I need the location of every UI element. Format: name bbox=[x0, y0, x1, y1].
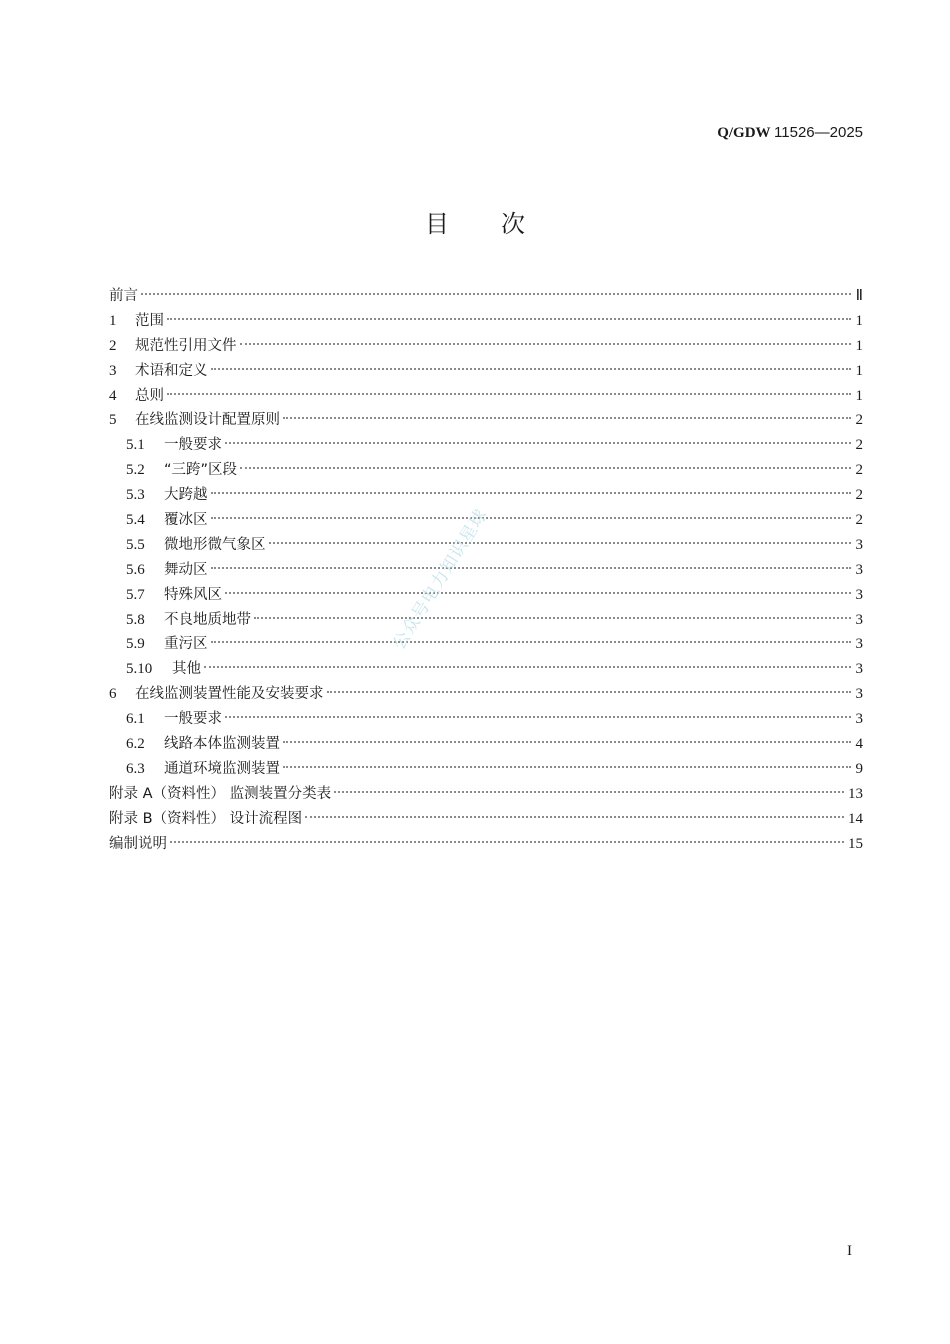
dot-leader bbox=[283, 741, 851, 743]
dot-leader bbox=[211, 641, 852, 643]
table-of-contents bbox=[109, 284, 863, 856]
toc-entry-page: 3 bbox=[855, 661, 863, 678]
toc-entry-label: 附录 A（资料性） 监测装置分类表 bbox=[109, 785, 332, 802]
toc-entry-appendix-a[interactable] bbox=[109, 782, 863, 807]
toc-entry-page: 1 bbox=[855, 337, 863, 354]
dot-leader bbox=[240, 343, 852, 345]
toc-entry-6-1[interactable] bbox=[109, 707, 863, 732]
toc-entry-page: 3 bbox=[855, 536, 863, 553]
dot-leader bbox=[204, 666, 851, 668]
toc-entry-number: 5.9 bbox=[126, 636, 145, 653]
toc-entry-label: 不良地质地带 bbox=[164, 611, 251, 628]
dot-leader bbox=[334, 791, 844, 793]
toc-entry-page: 2 bbox=[855, 412, 863, 429]
toc-entry-page: 2 bbox=[855, 487, 863, 504]
toc-entry-label: 前言 bbox=[109, 288, 138, 304]
toc-entry-compilation-notes[interactable] bbox=[109, 832, 863, 857]
toc-entry-5-3[interactable] bbox=[109, 483, 863, 508]
toc-entry-label: 一般要求 bbox=[164, 437, 222, 454]
toc-entry-label: 范围 bbox=[135, 312, 164, 329]
dot-leader bbox=[269, 542, 852, 544]
toc-entry-label: 特殊风区 bbox=[164, 586, 222, 603]
dot-leader bbox=[211, 567, 852, 569]
page-title-char-1: 目 bbox=[425, 210, 449, 238]
toc-entry-5-7[interactable] bbox=[109, 583, 863, 608]
toc-entry-label: 规范性引用文件 bbox=[135, 337, 237, 354]
toc-entry-number: 6.3 bbox=[126, 760, 145, 777]
dot-leader bbox=[141, 293, 851, 295]
dot-leader bbox=[167, 318, 851, 320]
toc-entry-number: 3 bbox=[109, 362, 117, 379]
toc-entry-5[interactable] bbox=[109, 408, 863, 433]
dot-leader bbox=[283, 417, 851, 419]
toc-entry-label: 一般要求 bbox=[164, 711, 222, 728]
toc-entry-label: 覆冰区 bbox=[164, 512, 208, 529]
dot-leader bbox=[225, 592, 851, 594]
toc-entry-appendix-b[interactable] bbox=[109, 807, 863, 832]
toc-entry-number: 5.2 bbox=[126, 462, 145, 479]
toc-entry-2[interactable] bbox=[109, 334, 863, 359]
page-title bbox=[0, 204, 950, 239]
toc-entry-label: 在线监测设计配置原则 bbox=[135, 412, 280, 429]
toc-entry-number: 5 bbox=[109, 412, 117, 429]
toc-entry-4[interactable] bbox=[109, 384, 863, 409]
toc-entry-6-3[interactable] bbox=[109, 757, 863, 782]
dot-leader bbox=[283, 766, 851, 768]
toc-entry-label: 大跨越 bbox=[164, 487, 208, 504]
document-code bbox=[717, 124, 863, 142]
toc-entry-label: 重污区 bbox=[164, 636, 208, 653]
toc-entry-page: 13 bbox=[848, 785, 863, 802]
dot-leader bbox=[211, 368, 852, 370]
toc-entry-5-6[interactable] bbox=[109, 558, 863, 583]
toc-entry-page: 3 bbox=[855, 561, 863, 578]
toc-entry-page: 4 bbox=[855, 736, 863, 753]
toc-entry-page: 3 bbox=[855, 636, 863, 653]
page-title-char-2: 次 bbox=[501, 210, 525, 238]
toc-entry-5-8[interactable] bbox=[109, 608, 863, 633]
toc-entry-number: 1 bbox=[109, 312, 117, 329]
toc-entry-number: 5.3 bbox=[126, 487, 145, 504]
dot-leader bbox=[211, 492, 852, 494]
toc-entry-number: 2 bbox=[109, 337, 117, 354]
dot-leader bbox=[167, 393, 851, 395]
toc-entry-number: 5.6 bbox=[126, 561, 145, 578]
dot-leader bbox=[327, 691, 852, 693]
toc-entry-page: 1 bbox=[855, 312, 863, 329]
toc-entry-number: 5.8 bbox=[126, 611, 145, 628]
toc-entry-label: 在线监测装置性能及安装要求 bbox=[135, 686, 324, 703]
toc-entry-5-2[interactable] bbox=[109, 458, 863, 483]
watermark-text: 公众号电力知识星球 bbox=[389, 505, 493, 654]
toc-entry-1[interactable] bbox=[109, 309, 863, 334]
toc-entry-5-9[interactable] bbox=[109, 632, 863, 657]
toc-entry-6-2[interactable] bbox=[109, 732, 863, 757]
toc-entry-page: 2 bbox=[855, 512, 863, 529]
toc-entry-page: 3 bbox=[855, 686, 863, 703]
toc-entry-label: “三跨”区段 bbox=[164, 462, 238, 479]
toc-entry-number: 5.1 bbox=[126, 437, 145, 454]
toc-entry-page: Ⅱ bbox=[855, 288, 863, 304]
toc-entry-label: 附录 B（资料性） 设计流程图 bbox=[109, 810, 303, 827]
toc-entry-label: 微地形微气象区 bbox=[164, 536, 266, 553]
toc-entry-number: 6.2 bbox=[126, 736, 145, 753]
dot-leader bbox=[254, 617, 851, 619]
toc-entry-number: 5.10 bbox=[126, 661, 153, 678]
toc-entry-5-10[interactable] bbox=[109, 657, 863, 682]
toc-entry-page: 2 bbox=[855, 462, 863, 479]
toc-entry-number: 5.4 bbox=[126, 512, 145, 529]
toc-entry-number: 4 bbox=[109, 387, 117, 404]
toc-entry-number: 5.5 bbox=[126, 536, 145, 553]
toc-entry-page: 1 bbox=[855, 387, 863, 404]
toc-entry-page: 2 bbox=[855, 437, 863, 454]
toc-entry-label: 通道环境监测装置 bbox=[164, 760, 280, 777]
document-code-number: 11526—2025 bbox=[774, 124, 863, 141]
dot-leader bbox=[225, 716, 851, 718]
toc-entry-page: 3 bbox=[855, 586, 863, 603]
dot-leader bbox=[225, 442, 851, 444]
toc-entry-number: 6 bbox=[109, 686, 117, 703]
toc-entry-5-1[interactable] bbox=[109, 433, 863, 458]
toc-entry-5-5[interactable] bbox=[109, 533, 863, 558]
dot-leader bbox=[305, 816, 844, 818]
toc-entry-page: 3 bbox=[855, 611, 863, 628]
dot-leader bbox=[240, 467, 851, 469]
toc-entry-page: 3 bbox=[855, 711, 863, 728]
toc-entry-label: 线路本体监测装置 bbox=[164, 736, 280, 753]
dot-leader bbox=[170, 841, 844, 843]
toc-entry-label: 编制说明 bbox=[109, 835, 167, 852]
toc-entry-3[interactable] bbox=[109, 359, 863, 384]
toc-entry-6[interactable] bbox=[109, 682, 863, 707]
toc-entry-label: 术语和定义 bbox=[135, 362, 208, 379]
toc-entry-number: 5.7 bbox=[126, 586, 145, 603]
page-number: I bbox=[847, 1243, 852, 1259]
toc-entry-page: 15 bbox=[848, 835, 863, 852]
toc-entry-number: 6.1 bbox=[126, 711, 145, 728]
toc-entry-page: 9 bbox=[855, 760, 863, 777]
toc-entry-foreword[interactable] bbox=[109, 284, 863, 309]
toc-entry-label: 总则 bbox=[135, 387, 164, 404]
dot-leader bbox=[211, 517, 852, 519]
toc-entry-label: 其他 bbox=[172, 661, 201, 678]
document-code-prefix: Q/GDW bbox=[717, 125, 771, 141]
toc-entry-page: 1 bbox=[855, 362, 863, 379]
toc-entry-label: 舞动区 bbox=[164, 561, 208, 578]
toc-entry-page: 14 bbox=[848, 810, 863, 827]
